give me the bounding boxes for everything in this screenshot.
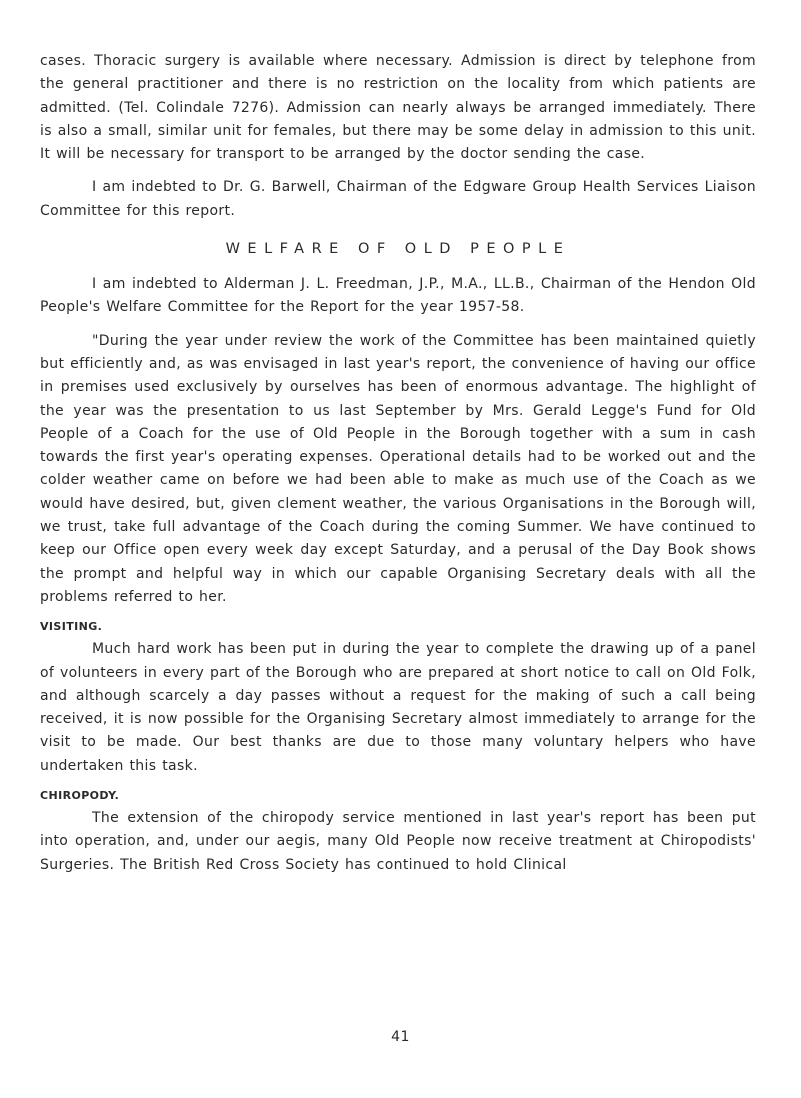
page-number: 41 (391, 1029, 410, 1045)
paragraph-chiropody: The extension of the chiropody service mentioned in last year's report has been put into operation, and, under our aegis, many Old People now receive treatment at Chiropodists' Surgeries. The British Red Cross Society has continued to hold Clinical (40, 810, 756, 873)
paragraph-thoracic-surgery: cases. Thoracic surgery is available where necessary. Admission is direct by telephone from the general practitioner and there is no restriction on the locality from which patients are admitted. (Tel. Colindale 7276). Admission can nearly always be arranged immediately. There is also a small, similar unit for females, but there may be some delay in admission to this unit. It will be necessary for transport to be arranged by the doctor sending the case. (40, 53, 756, 163)
paragraph-committee-report: "During the year under review the work of the Committee has been maintained quietly but efficiently and, as was envisaged in last year's report, the convenience of having our office in premises used exclusively by ourselves has been of enormous advantage. The highlight of the year was the presentation to us last September by Mrs. Gerald Legge's Fund for Old People of a Coach for the use of Old People in the Borough together with a sum in cash towards the first year's operating expenses. Operational details had to be worked out and the colder weather came on before we had been able to make as much use of the Coach as we would have desired, but, given clement weather, the various Organisations in the Borough will, we trust, take full advantage of the Coach during the coming Summer. We have continued to keep our Office open every week day except Saturday, and a perusal of the Day Book shows the prompt and helpful way in which our capable Organising Secretary deals with all the problems referred to her. (40, 332, 756, 605)
section-title-welfare-of-old-people: WELFARE OF OLD PEOPLE (225, 241, 571, 258)
sub-heading-visiting: VISITING. (40, 620, 103, 634)
paragraph-visiting: Much hard work has been put in during the year to complete the drawing up of a panel of volunteers in every part of the Borough who are prepared at short notice to call on Old Folk, and although scarcely a day passes without a request for the making of such a call being received, it is now possible for the Organising Secretary almost immediately to arrange for the visit to be made. Our best thanks are due to those many voluntary helpers who have undertaken this task. (40, 641, 756, 774)
document-page (40, 50, 756, 887)
paragraph-acknowledgement-freedman: I am indebted to Alderman J. L. Freedman, J.P., M.A., LL.B., Chairman of the Hendon Old People's Welfare Committee for the Report for the year 1957-58. (40, 276, 756, 316)
sub-heading-chiropody: CHIROPODY. (40, 789, 120, 803)
paragraph-acknowledgement-barwell: I am indebted to Dr. G. Barwell, Chairman of the Edgware Group Health Services Liaison Committee for this report. (40, 179, 756, 219)
